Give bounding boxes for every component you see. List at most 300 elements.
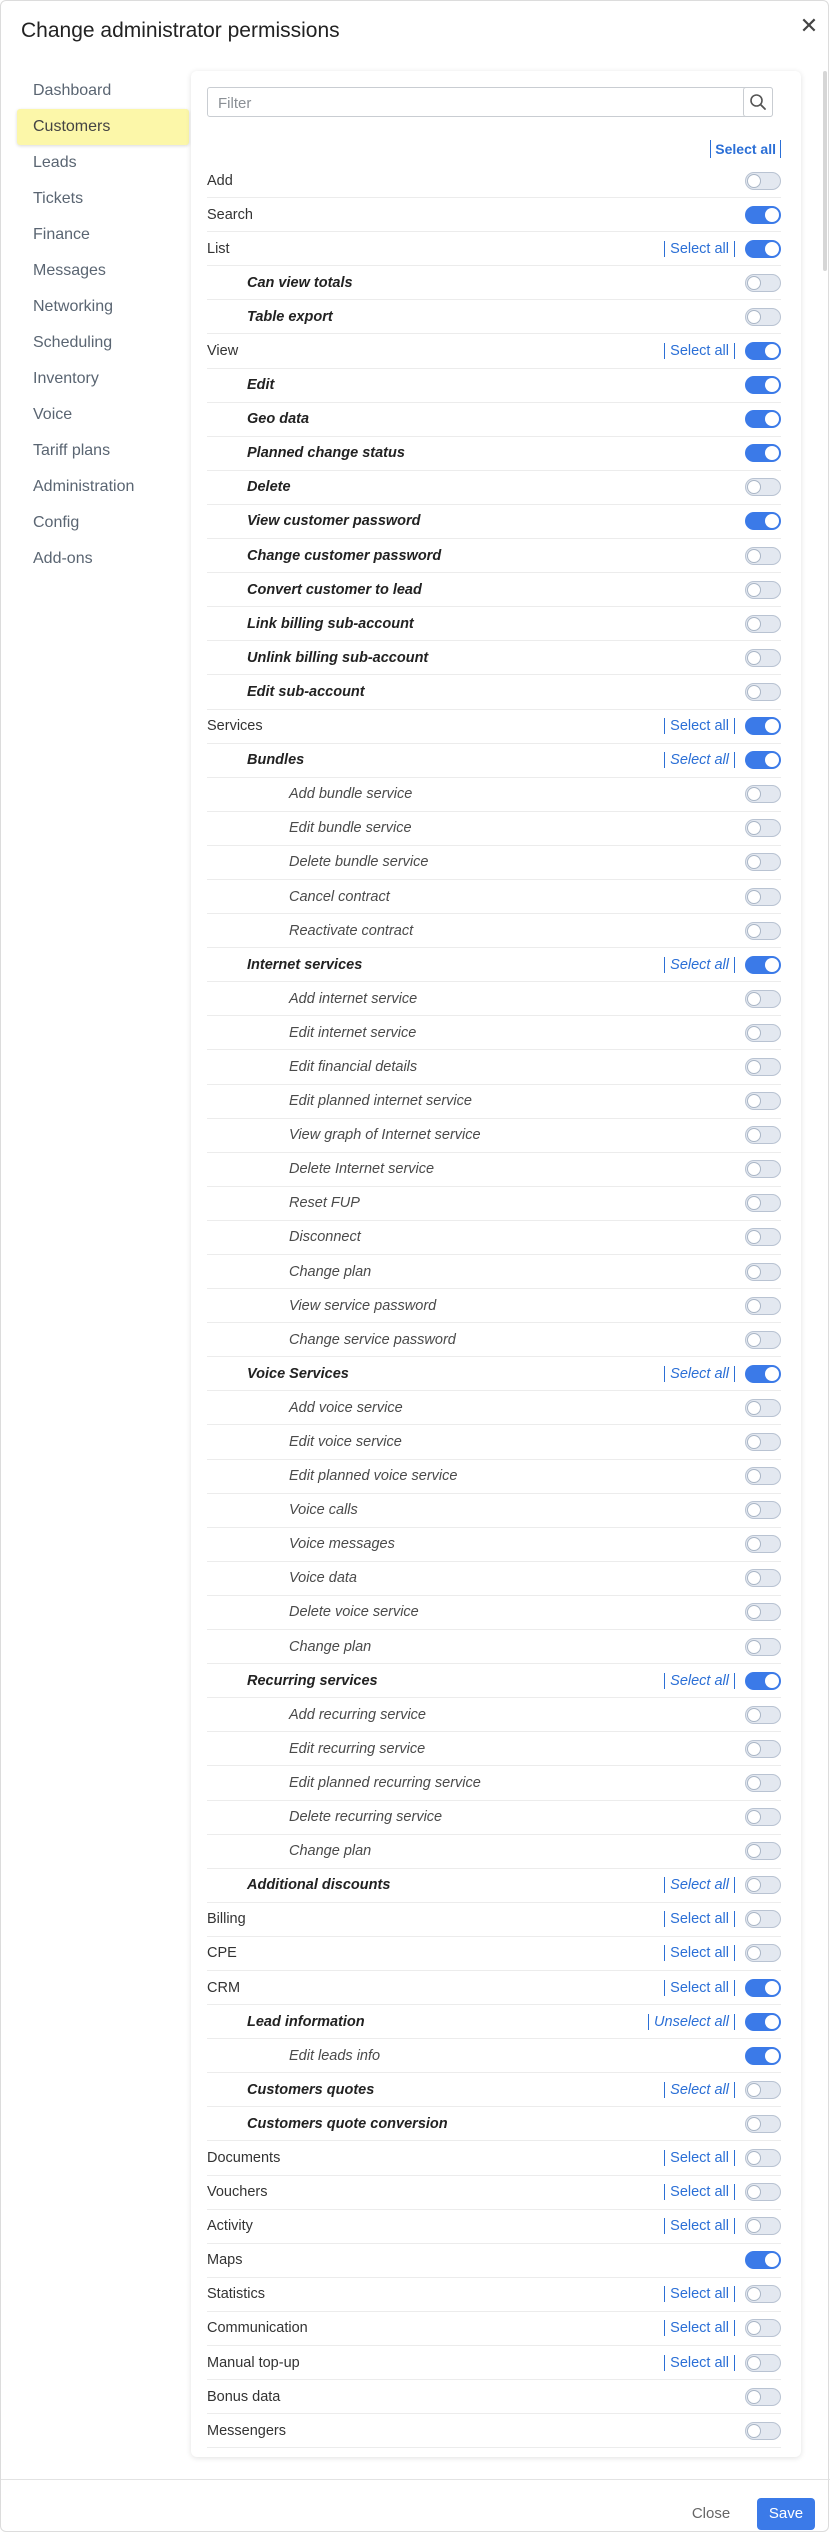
permission-label: Communication bbox=[207, 2320, 308, 2337]
select-all-link[interactable]: Select all bbox=[664, 1945, 735, 1961]
toggle-knob bbox=[747, 821, 761, 835]
permission-toggle[interactable] bbox=[745, 2251, 781, 2269]
permission-label: Change plan bbox=[289, 1263, 372, 1280]
permission-row bbox=[207, 573, 781, 607]
sidebar-item-voice[interactable]: Voice bbox=[33, 406, 73, 423]
toggle-knob bbox=[747, 1571, 761, 1585]
close-button[interactable]: Close bbox=[691, 2505, 731, 2522]
select-all-link[interactable]: Select all bbox=[664, 2218, 735, 2234]
permission-toggle[interactable] bbox=[745, 478, 781, 496]
permission-row bbox=[207, 2141, 781, 2175]
select-all-link[interactable]: Select all bbox=[664, 2286, 735, 2302]
sidebar-item-tariff-plans[interactable]: Tariff plans bbox=[33, 442, 111, 459]
permission-row bbox=[207, 300, 781, 334]
permission-row bbox=[207, 334, 781, 368]
permission-label: Disconnect bbox=[289, 1229, 361, 1246]
permission-row bbox=[207, 1357, 781, 1391]
permission-toggle[interactable] bbox=[745, 1024, 781, 1042]
permissions-panel bbox=[191, 71, 801, 2457]
permission-label: Delete bundle service bbox=[289, 854, 429, 871]
permission-row bbox=[207, 982, 781, 1016]
select-all-link[interactable]: Select all bbox=[664, 241, 735, 257]
toggle-knob bbox=[747, 1878, 761, 1892]
select-all-link[interactable]: Select all bbox=[664, 1980, 735, 1996]
filter-input[interactable] bbox=[208, 88, 740, 118]
permission-row bbox=[207, 1596, 781, 1630]
permission-row bbox=[207, 1085, 781, 1119]
save-button[interactable]: Save bbox=[757, 2498, 815, 2530]
permission-row bbox=[207, 1391, 781, 1425]
permission-toggle[interactable] bbox=[745, 1638, 781, 1656]
permission-row bbox=[207, 1971, 781, 2005]
unselect-all-link[interactable]: Unselect all bbox=[648, 2014, 735, 2030]
permission-label: Edit planned internet service bbox=[289, 1093, 472, 1110]
close-icon[interactable]: ✕ bbox=[799, 13, 819, 38]
toggle-knob bbox=[765, 753, 779, 767]
permission-toggle[interactable] bbox=[745, 2388, 781, 2406]
permission-label: Add internet service bbox=[289, 990, 418, 1007]
toggle-knob bbox=[747, 992, 761, 1006]
permission-row bbox=[207, 2244, 781, 2278]
permission-label: Bundles bbox=[247, 752, 305, 769]
permission-row bbox=[207, 164, 781, 198]
permission-toggle[interactable] bbox=[745, 1603, 781, 1621]
toggle-knob bbox=[747, 1810, 761, 1824]
toggle-knob bbox=[747, 1605, 761, 1619]
permission-toggle[interactable] bbox=[745, 1842, 781, 1860]
select-all-link[interactable]: Select all bbox=[664, 1366, 735, 1382]
permission-toggle[interactable] bbox=[745, 717, 781, 735]
permission-label: Bonus data bbox=[207, 2388, 281, 2405]
permission-label: Lead information bbox=[247, 2013, 365, 2030]
permission-row bbox=[207, 2176, 781, 2210]
permission-label: Table export bbox=[247, 308, 333, 325]
permission-toggle[interactable] bbox=[745, 1297, 781, 1315]
permission-row bbox=[207, 2346, 781, 2380]
permission-label: Manual top-up bbox=[207, 2354, 300, 2371]
permission-row bbox=[207, 2278, 781, 2312]
toggle-knob bbox=[747, 1060, 761, 1074]
toggle-knob bbox=[747, 1128, 761, 1142]
permission-toggle[interactable] bbox=[745, 649, 781, 667]
permission-toggle[interactable] bbox=[745, 2047, 781, 2065]
toggle-knob bbox=[747, 617, 761, 631]
permission-label: Reactivate contract bbox=[289, 922, 414, 939]
footer-divider bbox=[1, 2479, 830, 2480]
permission-toggle[interactable] bbox=[745, 1876, 781, 1894]
permission-toggle[interactable] bbox=[745, 2183, 781, 2201]
permission-row bbox=[207, 1630, 781, 1664]
search-button[interactable] bbox=[743, 87, 773, 117]
permission-toggle[interactable] bbox=[745, 683, 781, 701]
permission-label: Search bbox=[207, 206, 253, 223]
permission-row bbox=[207, 1903, 781, 1937]
permission-toggle[interactable] bbox=[745, 1058, 781, 1076]
permission-label: Edit planned recurring service bbox=[289, 1774, 481, 1791]
permission-label: Edit internet service bbox=[289, 1024, 417, 1041]
toggle-knob bbox=[747, 1946, 761, 1960]
permission-toggle[interactable] bbox=[745, 1910, 781, 1928]
sidebar-item-finance[interactable]: Finance bbox=[33, 226, 90, 243]
toggle-knob bbox=[747, 2390, 761, 2404]
toggle-knob bbox=[765, 719, 779, 733]
sidebar-item-networking[interactable]: Networking bbox=[33, 298, 114, 315]
permission-label: View bbox=[207, 343, 239, 360]
permission-toggle[interactable] bbox=[745, 1569, 781, 1587]
permission-row bbox=[207, 1698, 781, 1732]
toggle-knob bbox=[765, 1981, 779, 1995]
toggle-knob bbox=[747, 1469, 761, 1483]
permission-label: CRM bbox=[207, 1979, 241, 1996]
permission-toggle[interactable] bbox=[745, 2149, 781, 2167]
toggle-knob bbox=[765, 344, 779, 358]
permission-toggle[interactable] bbox=[745, 615, 781, 633]
permission-row bbox=[207, 675, 781, 709]
permission-toggle[interactable] bbox=[745, 172, 781, 190]
permission-toggle[interactable] bbox=[745, 308, 781, 326]
permission-label: Billing bbox=[207, 1911, 246, 1928]
permission-row bbox=[207, 710, 781, 744]
permission-label: Add bbox=[207, 172, 233, 189]
toggle-knob bbox=[747, 651, 761, 665]
permission-row bbox=[207, 437, 781, 471]
select-all-link[interactable]: Select all bbox=[664, 752, 735, 768]
permission-toggle[interactable] bbox=[745, 1774, 781, 1792]
permission-label: Edit bundle service bbox=[289, 820, 412, 837]
toggle-knob bbox=[765, 208, 779, 222]
permission-row bbox=[207, 846, 781, 880]
select-all-link[interactable]: Select all bbox=[664, 343, 735, 359]
permission-toggle[interactable] bbox=[745, 547, 781, 565]
permission-toggle[interactable] bbox=[745, 342, 781, 360]
permission-toggle[interactable] bbox=[745, 1399, 781, 1417]
permission-row bbox=[207, 1835, 781, 1869]
permission-row bbox=[207, 1494, 781, 1528]
toggle-knob bbox=[747, 2117, 761, 2131]
permission-label: List bbox=[207, 240, 230, 257]
toggle-knob bbox=[747, 1230, 761, 1244]
permission-toggle[interactable] bbox=[745, 1808, 781, 1826]
permission-toggle[interactable] bbox=[745, 1331, 781, 1349]
permission-row bbox=[207, 1050, 781, 1084]
toggle-knob bbox=[765, 412, 779, 426]
toggle-knob bbox=[765, 514, 779, 528]
permission-row bbox=[207, 1016, 781, 1050]
permission-toggle[interactable] bbox=[745, 1092, 781, 1110]
permission-toggle[interactable] bbox=[745, 2217, 781, 2235]
toggle-knob bbox=[747, 1912, 761, 1926]
toggle-knob bbox=[747, 1299, 761, 1313]
select-all-link[interactable]: Select all bbox=[710, 140, 781, 158]
permission-label: Add voice service bbox=[289, 1399, 403, 1416]
sidebar-item-scheduling[interactable]: Scheduling bbox=[33, 334, 113, 351]
permission-toggle[interactable] bbox=[745, 2354, 781, 2372]
permission-toggle[interactable] bbox=[745, 1535, 781, 1553]
permission-toggle[interactable] bbox=[745, 751, 781, 769]
permission-toggle[interactable] bbox=[745, 1501, 781, 1519]
toggle-knob bbox=[747, 685, 761, 699]
permission-label: Edit planned voice service bbox=[289, 1468, 458, 1485]
permission-toggle[interactable] bbox=[745, 274, 781, 292]
toggle-knob bbox=[747, 1026, 761, 1040]
scrollbar[interactable] bbox=[823, 71, 827, 2461]
permission-toggle[interactable] bbox=[745, 1160, 781, 1178]
select-all-link[interactable]: Select all bbox=[664, 2082, 735, 2098]
toggle-knob bbox=[747, 1094, 761, 1108]
permission-row bbox=[207, 1323, 781, 1357]
permission-row bbox=[207, 880, 781, 914]
permission-label: Internet services bbox=[247, 956, 363, 973]
toggle-knob bbox=[747, 855, 761, 869]
permission-toggle[interactable] bbox=[745, 2115, 781, 2133]
permission-label: Delete Internet service bbox=[289, 1161, 435, 1178]
permission-row bbox=[207, 778, 781, 812]
toggle-knob bbox=[747, 1333, 761, 1347]
toggle-knob bbox=[747, 480, 761, 494]
permission-row bbox=[207, 744, 781, 778]
permission-label: Cancel contract bbox=[289, 888, 390, 905]
permission-label: Add recurring service bbox=[289, 1706, 426, 1723]
permission-toggle[interactable] bbox=[745, 1228, 781, 1246]
permission-row bbox=[207, 505, 781, 539]
permission-toggle[interactable] bbox=[745, 990, 781, 1008]
permission-label: View service password bbox=[289, 1297, 437, 1314]
sidebar-item-customers[interactable]: Customers bbox=[17, 109, 189, 145]
permission-label: Edit recurring service bbox=[289, 1740, 426, 1757]
permission-toggle[interactable] bbox=[745, 1365, 781, 1383]
permission-row bbox=[207, 1221, 781, 1255]
permission-toggle[interactable] bbox=[745, 2285, 781, 2303]
toggle-knob bbox=[765, 2015, 779, 2029]
toggle-knob bbox=[765, 378, 779, 392]
select-all-link[interactable]: Select all bbox=[664, 2320, 735, 2336]
permission-row bbox=[207, 1937, 781, 1971]
toggle-knob bbox=[765, 2253, 779, 2267]
sidebar-item-leads[interactable]: Leads bbox=[33, 154, 77, 171]
permission-toggle[interactable] bbox=[745, 1433, 781, 1451]
permission-label: Edit leads info bbox=[289, 2047, 381, 2064]
toggle-knob bbox=[765, 1367, 779, 1381]
permission-label: Recurring services bbox=[247, 1672, 378, 1689]
permission-toggle[interactable] bbox=[745, 785, 781, 803]
toggle-knob bbox=[747, 549, 761, 563]
select-all-link[interactable]: Select all bbox=[664, 1911, 735, 1927]
select-all-link[interactable]: Select all bbox=[664, 1673, 735, 1689]
toggle-knob bbox=[747, 2321, 761, 2335]
permission-toggle[interactable] bbox=[745, 853, 781, 871]
permission-toggle[interactable] bbox=[745, 2422, 781, 2440]
permission-label: Change plan bbox=[289, 1638, 372, 1655]
permission-toggle[interactable] bbox=[745, 1672, 781, 1690]
toggle-knob bbox=[747, 1401, 761, 1415]
select-all-link[interactable]: Select all bbox=[664, 957, 735, 973]
permission-row bbox=[207, 1289, 781, 1323]
permission-toggle[interactable] bbox=[745, 1263, 781, 1281]
permission-label: Delete bbox=[247, 479, 291, 496]
permission-label: Change plan bbox=[289, 1843, 372, 1860]
toggle-knob bbox=[747, 2151, 761, 2165]
permission-label: Change service password bbox=[289, 1331, 456, 1348]
permission-label: Statistics bbox=[207, 2286, 266, 2303]
toggle-knob bbox=[765, 242, 779, 256]
permission-row bbox=[207, 1528, 781, 1562]
permission-toggle[interactable] bbox=[745, 1194, 781, 1212]
select-all-link[interactable]: Select all bbox=[664, 718, 735, 734]
permission-label: Edit voice service bbox=[289, 1434, 402, 1451]
permission-label: Delete recurring service bbox=[289, 1809, 443, 1826]
permission-toggle[interactable] bbox=[745, 1126, 781, 1144]
permission-toggle[interactable] bbox=[745, 956, 781, 974]
sidebar-item-config[interactable]: Config bbox=[33, 514, 80, 531]
search-icon bbox=[744, 88, 772, 116]
permission-row bbox=[207, 2380, 781, 2414]
toggle-knob bbox=[747, 174, 761, 188]
permission-row bbox=[207, 2107, 781, 2141]
permission-label: Documents bbox=[207, 2149, 281, 2166]
scrollbar-thumb[interactable] bbox=[823, 71, 827, 271]
select-all-link[interactable]: Select all bbox=[664, 2184, 735, 2200]
permission-label: Activity bbox=[207, 2218, 253, 2235]
permission-row bbox=[207, 1255, 781, 1289]
toggle-knob bbox=[747, 1708, 761, 1722]
permission-toggle[interactable] bbox=[745, 2013, 781, 2031]
permission-toggle[interactable] bbox=[745, 922, 781, 940]
permission-row bbox=[207, 812, 781, 846]
permission-row bbox=[207, 1732, 781, 1766]
sidebar-item-dashboard[interactable]: Dashboard bbox=[33, 82, 112, 99]
sidebar-item-add-ons[interactable]: Add-ons bbox=[33, 550, 93, 567]
permission-label: Maps bbox=[207, 2252, 243, 2269]
toggle-knob bbox=[765, 1674, 779, 1688]
permission-toggle[interactable] bbox=[745, 1740, 781, 1758]
toggle-knob bbox=[747, 1435, 761, 1449]
permission-row bbox=[207, 641, 781, 675]
permission-toggle[interactable] bbox=[745, 376, 781, 394]
permission-toggle[interactable] bbox=[745, 1706, 781, 1724]
permission-toggle[interactable] bbox=[745, 1979, 781, 1997]
toggle-knob bbox=[747, 1162, 761, 1176]
toggle-knob bbox=[747, 924, 761, 938]
permission-row bbox=[207, 403, 781, 437]
permission-label: Delete voice service bbox=[289, 1604, 419, 1621]
permission-row bbox=[207, 1425, 781, 1459]
filter-box bbox=[207, 87, 773, 117]
permission-row bbox=[207, 1562, 781, 1596]
toggle-knob bbox=[747, 276, 761, 290]
permission-row bbox=[207, 1664, 781, 1698]
permission-label: Add bundle service bbox=[289, 786, 413, 803]
permission-row bbox=[207, 2414, 781, 2448]
permission-row bbox=[207, 471, 781, 505]
toggle-knob bbox=[747, 2424, 761, 2438]
permission-toggle[interactable] bbox=[745, 512, 781, 530]
permission-label: Customers quotes bbox=[247, 2081, 375, 2098]
permission-row bbox=[207, 1187, 781, 1221]
permission-row bbox=[207, 1119, 781, 1153]
permission-row bbox=[207, 266, 781, 300]
sidebar-item-inventory[interactable]: Inventory bbox=[33, 370, 99, 387]
select-all-link[interactable]: Select all bbox=[664, 1877, 735, 1893]
select-all-link[interactable]: Select all bbox=[664, 2355, 735, 2371]
permission-label: Voice messages bbox=[289, 1536, 395, 1553]
toggle-knob bbox=[747, 1640, 761, 1654]
permission-label: Change customer password bbox=[247, 547, 442, 564]
permission-row bbox=[207, 232, 781, 266]
permission-row bbox=[207, 1460, 781, 1494]
toggle-knob bbox=[747, 1265, 761, 1279]
select-all-link[interactable]: Select all bbox=[664, 2150, 735, 2166]
permission-toggle[interactable] bbox=[745, 888, 781, 906]
permission-toggle[interactable] bbox=[745, 2319, 781, 2337]
toggle-knob bbox=[747, 310, 761, 324]
permission-label: Voice calls bbox=[289, 1502, 358, 1519]
permission-toggle[interactable] bbox=[745, 410, 781, 428]
permission-row bbox=[207, 1766, 781, 1800]
permission-toggle[interactable] bbox=[745, 819, 781, 837]
permission-label: Vouchers bbox=[207, 2184, 268, 2201]
toggle-knob bbox=[765, 958, 779, 972]
permission-row bbox=[207, 539, 781, 573]
permission-toggle[interactable] bbox=[745, 1467, 781, 1485]
permission-toggle[interactable] bbox=[745, 206, 781, 224]
permission-label: Unlink billing sub-account bbox=[247, 649, 429, 666]
permission-row bbox=[207, 2005, 781, 2039]
permission-label: Link billing sub-account bbox=[247, 615, 414, 632]
permission-label: View graph of Internet service bbox=[289, 1127, 481, 1144]
permission-label: Additional discounts bbox=[247, 1877, 391, 1894]
permission-toggle[interactable] bbox=[745, 240, 781, 258]
toggle-knob bbox=[747, 1537, 761, 1551]
permission-label: Customers quote conversion bbox=[247, 2115, 448, 2132]
toggle-knob bbox=[747, 2185, 761, 2199]
permission-label: Geo data bbox=[247, 411, 310, 428]
permission-label: Voice data bbox=[289, 1570, 357, 1587]
permission-label: Edit bbox=[247, 377, 275, 394]
permission-toggle[interactable] bbox=[745, 581, 781, 599]
sidebar-item-administration[interactable]: Administration bbox=[33, 478, 135, 495]
permission-toggle[interactable] bbox=[745, 1944, 781, 1962]
permission-row bbox=[207, 2210, 781, 2244]
permission-label: Edit financial details bbox=[289, 1058, 418, 1075]
toggle-knob bbox=[747, 1742, 761, 1756]
permission-label: Planned change status bbox=[247, 445, 405, 462]
sidebar bbox=[17, 73, 189, 577]
permission-label: Edit sub-account bbox=[247, 683, 365, 700]
permission-label: Reset FUP bbox=[289, 1195, 360, 1212]
permission-row bbox=[207, 607, 781, 641]
toggle-knob bbox=[747, 890, 761, 904]
permission-row bbox=[207, 948, 781, 982]
permission-toggle[interactable] bbox=[745, 444, 781, 462]
permission-label: CPE bbox=[207, 1945, 237, 1962]
permission-toggle[interactable] bbox=[745, 2081, 781, 2099]
permission-row bbox=[207, 369, 781, 403]
toggle-knob bbox=[747, 2356, 761, 2370]
toggle-knob bbox=[765, 2049, 779, 2063]
toggle-knob bbox=[747, 2287, 761, 2301]
permission-label: View customer password bbox=[247, 513, 421, 530]
toggle-knob bbox=[765, 446, 779, 460]
permission-label: Convert customer to lead bbox=[247, 581, 422, 598]
permission-row bbox=[207, 1801, 781, 1835]
toggle-knob bbox=[747, 2219, 761, 2233]
sidebar-item-messages[interactable]: Messages bbox=[33, 262, 106, 279]
toggle-knob bbox=[747, 1503, 761, 1517]
sidebar-item-tickets[interactable]: Tickets bbox=[33, 190, 84, 207]
toggle-knob bbox=[747, 583, 761, 597]
permission-row bbox=[207, 1869, 781, 1903]
permission-label: Can view totals bbox=[247, 274, 353, 291]
